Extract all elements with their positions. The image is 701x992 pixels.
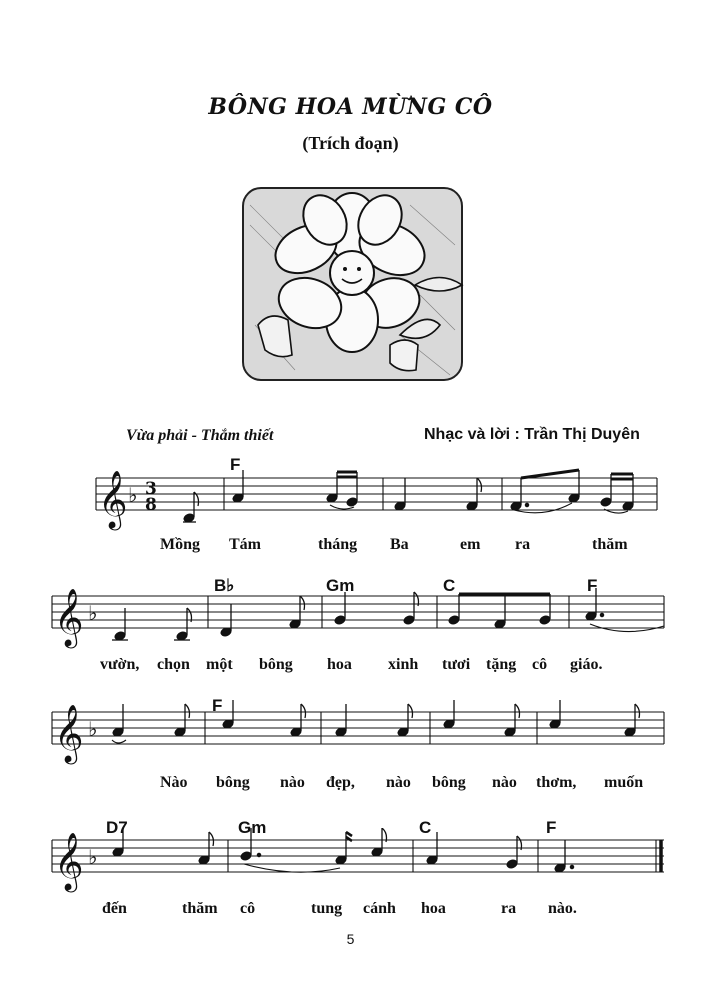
staff-system-1 bbox=[0, 458, 701, 538]
lyric-word: cô bbox=[532, 656, 548, 673]
time-signature-top: 3 bbox=[145, 479, 157, 499]
lyric-word: chọn bbox=[157, 656, 190, 673]
lyric-word: cô bbox=[240, 900, 256, 917]
treble-clef-icon: 𝄞 bbox=[54, 588, 84, 646]
lyric-word: em bbox=[460, 536, 481, 553]
lyric-word: tung bbox=[311, 900, 343, 917]
lyric-word: Ba bbox=[390, 536, 409, 553]
lyric-word: nào. bbox=[548, 900, 577, 917]
flat-sign-icon: ♭ bbox=[88, 845, 98, 869]
page-number: 5 bbox=[346, 931, 355, 947]
chord-symbol: B♭ bbox=[214, 576, 235, 595]
lyric-word: nào bbox=[280, 774, 305, 791]
treble-clef-icon: 𝄞 bbox=[54, 832, 84, 890]
treble-clef-icon: 𝄞 bbox=[98, 470, 128, 528]
lyric-word: bông bbox=[216, 774, 250, 791]
lyric-word: Mồng bbox=[160, 536, 200, 553]
chord-symbol: F bbox=[546, 818, 557, 837]
staff-system-2 bbox=[0, 582, 701, 662]
lyric-word: ra bbox=[515, 536, 531, 553]
lyric-word: Tám bbox=[229, 536, 261, 553]
lyric-word: muốn bbox=[604, 774, 644, 791]
chord-symbol: C bbox=[419, 818, 432, 837]
smiling-flower-illustration bbox=[240, 185, 465, 383]
lyric-word: thơm, bbox=[536, 774, 577, 791]
chord-symbol: F bbox=[587, 576, 598, 595]
lyric-word: đẹp, bbox=[326, 774, 355, 791]
lyric-word: một bbox=[206, 656, 233, 673]
lyric-word: hoa bbox=[421, 900, 446, 917]
treble-clef-icon: 𝄞 bbox=[54, 704, 84, 762]
chord-symbol: D7 bbox=[106, 818, 128, 837]
song-subtitle: (Trích đoạn) bbox=[302, 133, 399, 153]
lyric-word: hoa bbox=[327, 656, 352, 673]
time-signature-bottom: 8 bbox=[145, 495, 157, 515]
chord-symbol: Gm bbox=[238, 818, 267, 837]
lyric-word: tháng bbox=[318, 536, 358, 553]
flat-sign-icon: ♭ bbox=[128, 483, 138, 507]
lyric-word: thăm bbox=[592, 536, 628, 553]
staff-system-3 bbox=[0, 700, 701, 780]
lyric-word: tươi bbox=[442, 656, 471, 673]
composer-credit: Nhạc và lời : Trần Thị Duyên bbox=[424, 426, 640, 443]
chord-symbol: C bbox=[443, 576, 456, 595]
lyric-word: vườn, bbox=[100, 656, 140, 673]
chord-symbol: Gm bbox=[326, 576, 355, 595]
lyric-word: bông bbox=[259, 656, 293, 673]
tempo-marking: Vừa phải - Thắm thiết bbox=[126, 427, 274, 444]
lyric-word: đến bbox=[102, 900, 127, 917]
chord-symbol: F bbox=[230, 455, 241, 474]
flat-sign-icon: ♭ bbox=[88, 717, 98, 741]
lyric-word: cánh bbox=[363, 900, 396, 917]
staff-system-4 bbox=[0, 828, 701, 908]
lyric-word: xinh bbox=[388, 656, 419, 673]
song-title: BÔNG HOA MỪNG CÔ bbox=[208, 94, 493, 120]
lyric-word: ra bbox=[501, 900, 517, 917]
chord-symbol: F bbox=[212, 696, 223, 715]
flat-sign-icon: ♭ bbox=[88, 601, 98, 625]
lyric-word: tặng bbox=[486, 656, 517, 673]
lyric-word: bông bbox=[432, 774, 466, 791]
lyric-word: giáo. bbox=[570, 656, 603, 673]
lyric-word: nào bbox=[492, 774, 517, 791]
lyric-word: nào bbox=[386, 774, 411, 791]
lyric-word: thăm bbox=[182, 900, 218, 917]
lyric-word: Nào bbox=[160, 774, 188, 791]
